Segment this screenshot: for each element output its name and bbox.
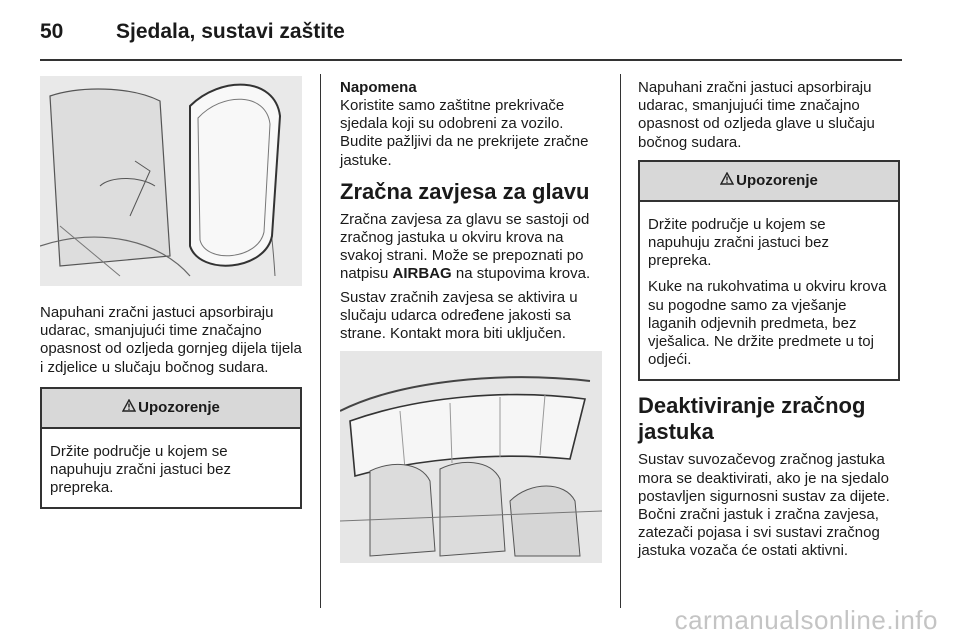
page-header — [40, 20, 900, 60]
page-number: 50 — [40, 20, 64, 43]
warning-box-1 — [40, 387, 302, 510]
col3-paragraph-2: Sustav suvozačevog zračnog jastuka mora se deaktivirati, ako je na sjedalo postavljen sigurnosni sustav za dijete. Bočni zračni jastuk i zračna zavjesa, zatezači pojasa i svi sustavi zračnog jastuka vozača će ostati aktivni. — [638, 451, 890, 560]
warning-box-2-text-1: Držite područje u kojem se napuhuju zračni jastuci bez prepreka. — [648, 215, 829, 270]
chapter-title: Sjedala, sustavi zaštite — [116, 20, 345, 43]
watermark: carmanualsonline.info — [674, 605, 938, 635]
section-heading-deactivation: Deaktiviranje zračnog jastuka — [638, 393, 866, 445]
note-title: Napomena — [340, 79, 417, 96]
column-1 — [40, 76, 302, 509]
header-divider — [40, 59, 902, 61]
warning-box-2 — [638, 160, 900, 382]
warning-box-1-text: Držite područje u kojem se napuhuju zračni jastuci bez prepreka. — [50, 442, 231, 497]
warning-triangle-icon — [720, 172, 734, 189]
column-divider-2 — [620, 74, 621, 608]
warning-box-1-title: Upozorenje — [138, 399, 220, 417]
airbag-keyword: AIRBAG — [392, 265, 452, 283]
warning-box-2-header — [640, 162, 898, 202]
curtain-airbag-illustration — [340, 351, 602, 563]
column-divider-1 — [320, 74, 321, 608]
warning-box-1-header — [42, 389, 300, 429]
column-3 — [638, 79, 900, 566]
warning-box-2-text-2: Kuke na rukohvatima u okviru krova su pogodne samo za vješanje laganih odjevnih predmeta, bez vješalica. Ne držite predmete u toj odjeći. — [648, 278, 887, 369]
warning-triangle-icon — [122, 399, 136, 416]
col2-paragraph-1: Zračna zavjesa za glavu se sastoji od zračnog jastuka u okviru krova na svakoj strani. Može se prepoznati po natpisu AIRBAG na stupovima krova. — [340, 210, 591, 283]
column-2 — [340, 79, 604, 563]
note-text: Koristite samo zaštitne prekrivače sjedala koji su odobreni za vozilo. Budite pažljivi da ne prekrijete zračne jastuke. — [340, 97, 589, 169]
side-airbag-seat-illustration — [40, 76, 302, 286]
warning-box-2-title: Upozorenje — [736, 172, 818, 190]
section-heading-curtain-airbag: Zračna zavjesa za glavu — [340, 178, 590, 204]
col3-paragraph-1: Napuhani zračni jastuci apsorbiraju udarac, smanjujući time značajno opasnost od ozljeda glave u slučaju bočnog sudara. — [638, 79, 875, 151]
col2-paragraph-2: Sustav zračnih zavjesa se aktivira u slučaju udarca određene jakosti sa strane. Kontakt mora biti uključen. — [340, 288, 578, 343]
col1-paragraph: Napuhani zračni jastuci apsorbiraju udarac, smanjujući time značajno opasnost od ozljeda gornjeg dijela tijela i zdjelice u slučaju bočnog sudara. — [40, 304, 302, 376]
